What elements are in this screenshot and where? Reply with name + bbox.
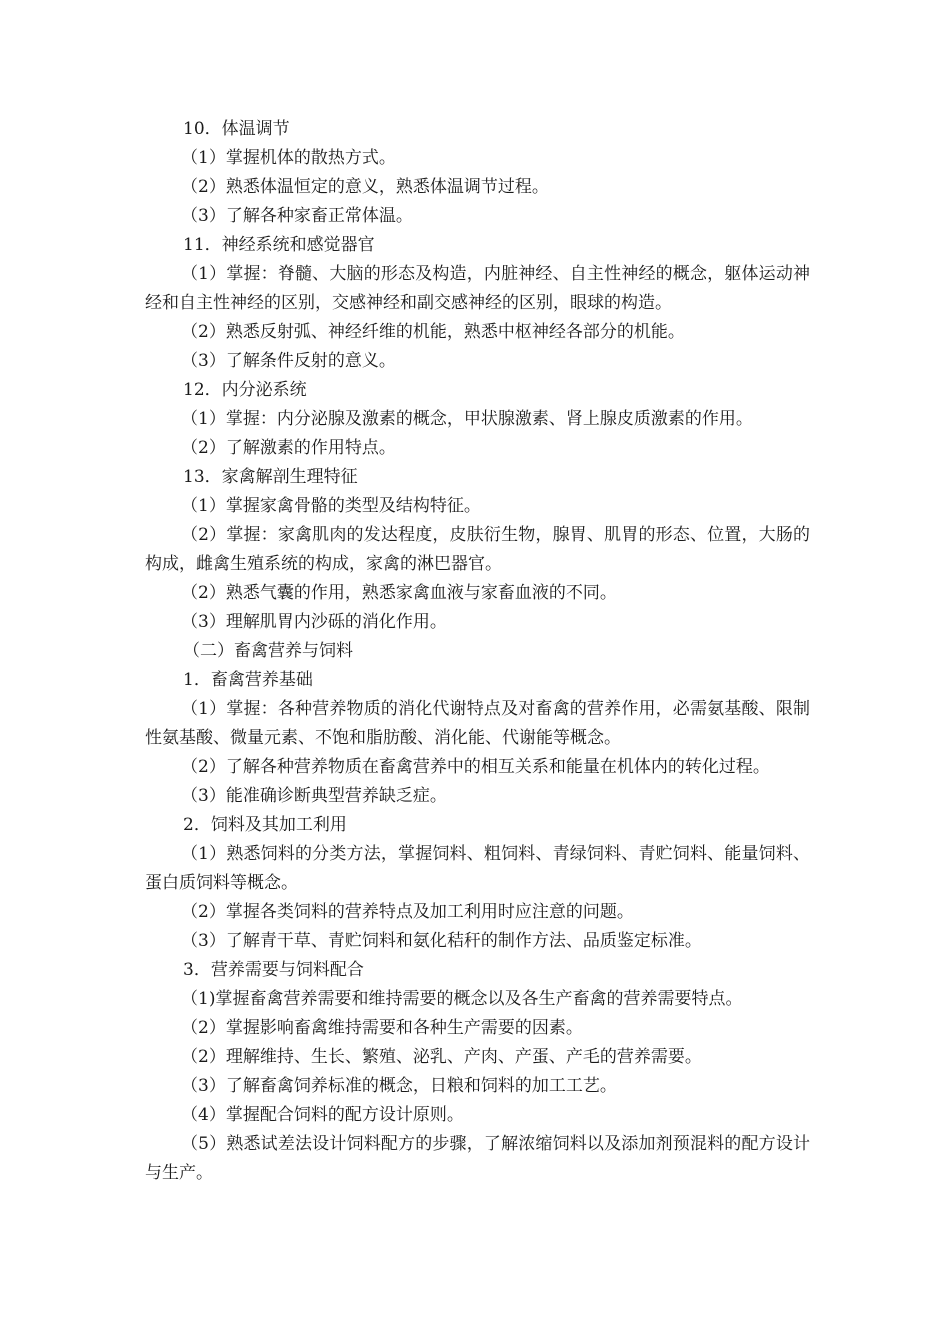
list-item: （3）能准确诊断典型营养缺乏症。 — [181, 786, 447, 806]
section-heading: 1．畜禽营养基础 — [183, 670, 313, 690]
list-item: （4）掌握配合饲料的配方设计原则。 — [181, 1105, 464, 1125]
list-item: （1)掌握畜禽营养需要和维持需要的概念以及各生产畜禽的营养需要特点。 — [181, 989, 743, 1009]
list-item: （1）掌握机体的散热方式。 — [181, 148, 396, 168]
section-heading: 10．体温调节 — [183, 119, 290, 139]
list-item: （1）掌握：各种营养物质的消化代谢特点及对畜禽的营养作用，必需氨基酸、限制性氨基酸、微量元素、不饱和脂肪酸、消化能、代谢能等概念。 — [145, 699, 810, 748]
section-heading: 13．家禽解剖生理特征 — [183, 467, 358, 487]
document-body — [145, 115, 810, 1188]
list-item: （2）了解各种营养物质在畜禽营养中的相互关系和能量在机体内的转化过程。 — [181, 757, 770, 777]
section-heading: 3．营养需要与饲料配合 — [183, 960, 364, 980]
section-heading: 2．饲料及其加工利用 — [183, 815, 347, 835]
list-item: （2）了解激素的作用特点。 — [181, 438, 396, 458]
chapter-heading: （二）畜禽营养与饲料 — [183, 641, 353, 661]
list-item: （1）掌握家禽骨骼的类型及结构特征。 — [181, 496, 481, 516]
list-item: （1）熟悉饲料的分类方法，掌握饲料、粗饲料、青绿饲料、青贮饲料、能量饲料、蛋白质饲料等概念。 — [145, 844, 810, 893]
list-item: （2）掌握影响畜禽维持需要和各种生产需要的因素。 — [181, 1018, 583, 1038]
list-item: （1）掌握：脊髓、大脑的形态及构造，内脏神经、自主性神经的概念，躯体运动神经和自主性神经的区别，交感神经和副交感神经的区别，眼球的构造。 — [145, 264, 810, 313]
list-item: （3）了解各种家畜正常体温。 — [181, 206, 413, 226]
list-item: （3）理解肌胃内沙砾的消化作用。 — [181, 612, 447, 632]
list-item: （5）熟悉试差法设计饲料配方的步骤，了解浓缩饲料以及添加剂预混料的配方设计与生产。 — [145, 1134, 810, 1183]
list-item: （2）熟悉气囊的作用，熟悉家禽血液与家畜血液的不同。 — [181, 583, 617, 603]
section-heading: 11．神经系统和感觉器官 — [183, 235, 375, 255]
list-item: （2）熟悉反射弧、神经纤维的机能，熟悉中枢神经各部分的机能。 — [181, 322, 685, 342]
list-item: （2）掌握各类饲料的营养特点及加工利用时应注意的问题。 — [181, 902, 634, 922]
list-item: （2）掌握：家禽肌肉的发达程度，皮肤衍生物，腺胃、肌胃的形态、位置，大肠的构成，雌禽生殖系统的构成，家禽的淋巴器官。 — [145, 525, 810, 574]
list-item: （1）掌握：内分泌腺及激素的概念，甲状腺激素、肾上腺皮质激素的作用。 — [181, 409, 753, 429]
list-item: （2）熟悉体温恒定的意义，熟悉体温调节过程。 — [181, 177, 549, 197]
section-heading: 12．内分泌系统 — [183, 380, 307, 400]
list-item: （3）了解青干草、青贮饲料和氨化秸秆的制作方法、品质鉴定标准。 — [181, 931, 702, 951]
list-item: （3）了解条件反射的意义。 — [181, 351, 396, 371]
list-item: （2）理解维持、生长、繁殖、泌乳、产肉、产蛋、产毛的营养需要。 — [181, 1047, 702, 1067]
list-item: （3）了解畜禽饲养标准的概念，日粮和饲料的加工工艺。 — [181, 1076, 617, 1096]
